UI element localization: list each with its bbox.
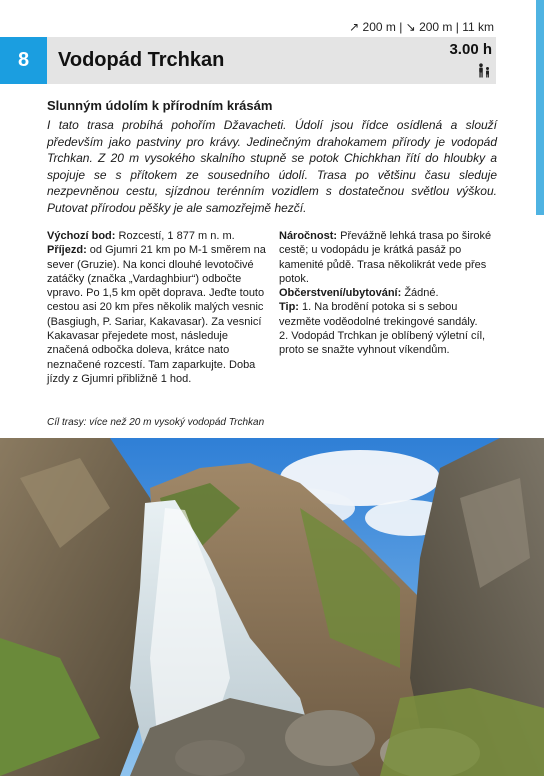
difficulty-info bbox=[279, 229, 497, 286]
difficulty-label: Náročnost: bbox=[279, 230, 338, 242]
access-text: od Gjumri 21 km po M-1 směrem na sever (Gruzie). Na konci dlouhé levotočivé zatáčky (značka „Vardaghbiur“) odbočte vpravo. Po 1,5 km opět doprava. Jeďte touto cestou asi 20 km přes několik malých vesnic (Basgiugh, P. Sariar, Kakavasar). Za vesnicí Kakavasar přejedete most, následuje značená odbočka doleva, krátce nato neznačené rozcestí. Tam zaparkujte. Doba jízdy z Gjumri přibližně 1 hod. bbox=[47, 244, 266, 385]
access-label: Příjezd: bbox=[47, 244, 87, 257]
photo-caption: Cíl trasy: více než 20 m vysoký vodopád Trchkan bbox=[47, 417, 265, 428]
refreshment-label: Občerstvení/ubytování: bbox=[279, 287, 402, 300]
route-stats: ↗ 200 m | ↘ 200 m | 11 km bbox=[349, 20, 494, 34]
tip-2: 2. Vodopád Trchkan je oblíbený výletní cíl, proto se snažte vyhnout víkendům. bbox=[279, 330, 486, 357]
tip-label: Tip: bbox=[279, 301, 299, 314]
refreshment-text: Žádné. bbox=[404, 287, 439, 300]
start-text: Rozcestí, 1 877 m n. m. bbox=[118, 230, 235, 242]
tip-1 bbox=[279, 300, 497, 329]
refreshment-info bbox=[279, 286, 497, 300]
start-label: Výchozí bod: bbox=[47, 230, 116, 242]
difficulty-text: Převážně lehká trasa po široké cestě; u vodopádu je krátká pasáž po kamenité půdě. Trasa několikrát vede přes potok. bbox=[279, 230, 492, 285]
waterfall-photo bbox=[0, 438, 544, 776]
details-right-column bbox=[279, 229, 497, 358]
details-left-column bbox=[47, 229, 269, 386]
route-number-badge: 8 bbox=[0, 37, 47, 84]
family-hikers-icon bbox=[477, 63, 491, 78]
route-title: Vodopád Trchkan bbox=[58, 49, 225, 71]
route-duration: 3.00 h bbox=[449, 41, 492, 58]
chapter-tab bbox=[536, 0, 544, 215]
tip-1-text: 1. Na brodění potoka si s sebou vezměte voděodolné trekingové sandály. bbox=[279, 301, 478, 328]
intro-heading: Slunným údolím k přírodním krásám bbox=[47, 98, 273, 113]
access-info bbox=[47, 243, 269, 386]
intro-text: I tato trasa probíhá pohořím Džavacheti. Údolí jsou řídce osídlená a slouží především jako pastviny pro krávy. Jedinečným drahokamem přírody je vodopád Trchkan. Z 20 m vysokého skalního stupně se potok Chichkhan řítí do hloubky a spojuje se s přítokem ze sousedního údolí. Trasa po většinu času sleduje nezpevněnou cestu, sjízdnou terénním vozidlem s dostatečnou světlou výškou. Putovat přírodou pěšky je ale samozřejmě hezčí. bbox=[47, 118, 497, 215]
start-point bbox=[47, 229, 269, 243]
